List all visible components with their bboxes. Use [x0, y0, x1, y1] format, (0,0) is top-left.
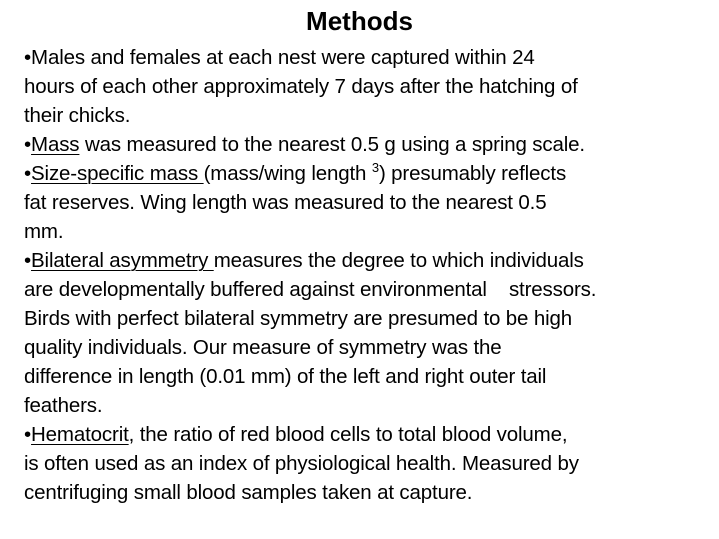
term-size-specific-mass: Size-specific mass	[31, 162, 204, 185]
hematocrit-line-3: centrifuging small blood samples taken at capture.	[24, 481, 473, 504]
exponent: 3	[371, 160, 379, 175]
bullet-mark: •	[24, 423, 32, 446]
slide-body	[24, 43, 704, 507]
size-mass-line-2: fat reserves. Wing length was measured to the nearest 0.5	[24, 191, 547, 214]
slide-title: Methods	[306, 6, 413, 36]
asymmetry-line-1-rest: measures the degree to which individuals	[213, 249, 584, 272]
bullet-mass	[24, 130, 704, 159]
term-mass: Mass	[31, 133, 80, 156]
bullet-hematocrit	[24, 420, 704, 449]
bullet-mark: •	[24, 133, 32, 156]
asymmetry-line-4: quality individuals. Our measure of symmetry was the	[24, 336, 502, 359]
asymmetry-line-3: Birds with perfect bilateral symmetry are presumed to be high	[24, 307, 573, 330]
asymmetry-line-6: feathers.	[24, 394, 103, 417]
bullet-capture	[24, 43, 704, 72]
bullet-mark: •	[24, 162, 32, 185]
size-mass-line-3: mm.	[24, 220, 64, 243]
capture-line-3: their chicks.	[24, 104, 131, 127]
mass-description: was measured to the nearest 0.5 g using a spring scale.	[79, 133, 585, 156]
bullet-mark: •	[24, 249, 32, 272]
size-mass-text-b: ) presumably reflects	[378, 162, 567, 185]
term-hematocrit: Hematocrit	[31, 423, 129, 446]
bullet-size-specific-mass	[24, 159, 704, 188]
hematocrit-line-2: is often used as an index of physiological health. Measured by	[24, 452, 579, 475]
size-mass-text-a: (mass/wing length	[203, 162, 372, 185]
asymmetry-line-5: difference in length (0.01 mm) of the left and right outer tail	[24, 365, 547, 388]
bullet-mark: •	[24, 46, 32, 69]
bullet-bilateral-asymmetry	[24, 246, 704, 275]
hematocrit-line-1-rest: , the ratio of red blood cells to total blood volume,	[128, 423, 568, 446]
capture-line-2: hours of each other approximately 7 days after the hatching of	[24, 75, 578, 98]
asymmetry-line-2: are developmentally buffered against environmental stressors.	[24, 278, 597, 301]
capture-line-1: Males and females at each nest were captured within 24	[31, 46, 535, 69]
term-bilateral-asymmetry: Bilateral asymmetry	[31, 249, 214, 272]
